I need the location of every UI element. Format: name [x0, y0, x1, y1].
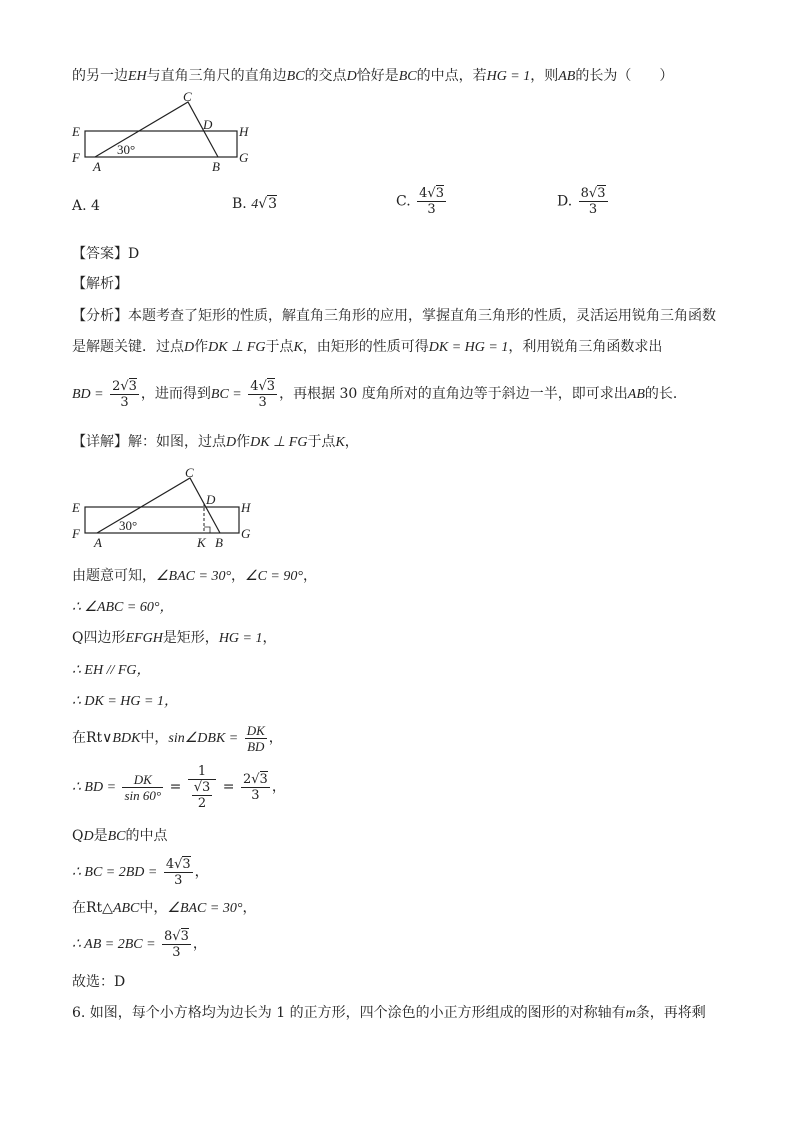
radicand: 3: [259, 771, 268, 787]
coefficient: 2: [112, 378, 121, 394]
denominator: 2: [197, 795, 207, 811]
point-d: D: [346, 69, 357, 84]
answer-label: 【答案】: [72, 246, 128, 262]
option-d[interactable]: [557, 186, 610, 217]
answer-value: D: [128, 246, 140, 262]
segment-bc: BC: [107, 829, 126, 844]
detail-line: [72, 432, 359, 453]
fraction: $\frac{4√3}{3}$: [419, 186, 444, 217]
equation: ∠BAC = 30°: [167, 901, 243, 916]
text: Q: [72, 828, 84, 844]
text: ，: [271, 779, 286, 795]
variable-m: m: [625, 1006, 636, 1021]
text: 中，: [140, 730, 169, 746]
label-c: C: [183, 90, 192, 104]
text: ，再根据 30 度角所对的直角边等于斜边一半，即可求出: [279, 386, 628, 402]
segment-bc: BC: [398, 69, 417, 84]
text: ，进而得到: [140, 386, 211, 402]
denominator: 3: [120, 394, 129, 410]
label-k: K: [197, 535, 206, 550]
sqrt: √3: [258, 196, 278, 212]
equation: sin∠DBK =: [168, 731, 239, 746]
text: 恰好是: [356, 68, 399, 84]
text: 于点: [307, 434, 336, 450]
radicand: 3: [182, 856, 191, 872]
label-g: G: [239, 150, 249, 165]
angle-label: 30°: [117, 142, 136, 157]
text: ，: [192, 936, 207, 952]
perpendicular: DK ⊥ FG: [250, 435, 308, 450]
text: 的另一边: [72, 68, 128, 84]
option-letter: A.: [72, 198, 87, 214]
step-11: [72, 926, 207, 963]
coefficient: 4: [165, 856, 175, 872]
numerator: DK: [246, 722, 265, 738]
fraction: $\frac{4√3}{3}$: [250, 378, 276, 410]
fraction: $\frac{2√3}{3}$: [112, 378, 137, 410]
radicand: 3: [268, 196, 278, 212]
fraction: $\frac{4√3}{3}$: [165, 856, 191, 888]
option-b[interactable]: [232, 196, 277, 213]
segment-eh: EH: [128, 69, 147, 84]
step-12: 故选：D: [72, 974, 126, 990]
text: ，: [344, 434, 359, 450]
text: 是: [93, 828, 108, 844]
angle-label: 30°: [119, 518, 138, 533]
segment-ab: AB: [627, 387, 645, 402]
step-9: [72, 854, 209, 891]
denominator: 3: [588, 202, 598, 217]
radicand: 3: [128, 378, 137, 394]
step-10: [72, 898, 256, 919]
equation: ∴ BD =: [72, 780, 117, 795]
label-e: E: [72, 124, 80, 139]
numerator: 1: [188, 764, 217, 780]
point-k: K: [293, 340, 303, 355]
denominator: 3: [427, 202, 436, 217]
denominator: sin 60°: [124, 787, 162, 803]
answer-line: [72, 244, 139, 264]
fraction: $\frac{8√3}{3}$: [164, 928, 189, 960]
text: 在Rt△: [72, 900, 113, 916]
figure-1: [66, 90, 266, 176]
label-g: G: [241, 526, 251, 541]
label-f: F: [72, 526, 80, 541]
radicand: 3: [266, 378, 276, 394]
equation: ∴ BC = 2BD =: [72, 865, 158, 880]
text: 的长为（ ）: [575, 68, 674, 84]
text: ，: [302, 568, 317, 584]
label-a: A: [94, 535, 102, 550]
analysis-header: 【解析】: [72, 276, 128, 292]
text: ，由矩形的性质可得: [302, 339, 429, 355]
step-5: [72, 691, 178, 712]
label-c: C: [185, 465, 194, 480]
step-2: [72, 597, 173, 618]
fraction: $\frac{2√3}{3}$: [242, 771, 268, 803]
text: 的中点: [125, 828, 168, 844]
option-a[interactable]: [72, 198, 100, 214]
denominator: 3: [258, 394, 267, 410]
text: 于点: [265, 339, 294, 355]
label-f: F: [72, 150, 80, 165]
option-letter: B.: [232, 196, 247, 212]
denominator: 3: [172, 944, 181, 960]
equation: HG = 1: [218, 631, 263, 646]
label-e: E: [72, 500, 80, 515]
equation: HG = 1: [486, 69, 531, 84]
fraction: $\frac{√3}{2}$: [193, 779, 211, 811]
segment-ab: AB: [558, 69, 576, 84]
radicand: 3: [435, 186, 444, 201]
fraction: [245, 723, 267, 754]
text: 作: [236, 434, 251, 450]
step-6: [72, 720, 283, 757]
numerator: DK: [122, 772, 163, 788]
analysis-line-2: [72, 337, 662, 358]
text: ，: [268, 730, 283, 746]
coefficient: 4: [250, 378, 259, 394]
text: ，: [194, 864, 209, 880]
point-d: D: [226, 435, 237, 450]
option-letter: D.: [557, 193, 573, 210]
triangle-abc: ABC: [112, 901, 140, 916]
label-d: D: [203, 117, 213, 132]
triangle-bdk: BDK: [112, 731, 141, 746]
text: ，: [242, 900, 257, 916]
text: ，则: [530, 68, 559, 84]
step-1: [72, 566, 317, 587]
text: Q四边形: [72, 630, 126, 646]
label-a: A: [93, 159, 101, 174]
fraction: [122, 772, 163, 803]
step-7: [72, 762, 286, 813]
segment-bc: BC: [286, 69, 305, 84]
coefficient: 8: [164, 928, 173, 944]
text: 【详解】解：如图，过点: [72, 434, 226, 450]
equation: DK = HG = 1: [428, 340, 509, 355]
label-h: H: [241, 500, 251, 515]
point-d: D: [184, 340, 195, 355]
text: 在Rt∨: [72, 730, 113, 746]
coefficient: 4: [251, 197, 259, 212]
option-value: 4: [91, 198, 100, 214]
step-3: [72, 628, 276, 649]
point-d: D: [83, 829, 94, 844]
radicand: 3: [597, 186, 606, 201]
text: =: [222, 779, 235, 795]
equation: ∴ EH // FG，: [72, 663, 151, 678]
text: 由题意可知，: [72, 568, 156, 584]
figure-2: [66, 462, 266, 552]
text: 是矩形，: [162, 630, 219, 646]
text: ，: [231, 568, 246, 584]
equation: ∴ AB = 2BC =: [72, 937, 156, 952]
equation: ∴ DK = HG = 1，: [72, 694, 178, 709]
equation: ∠BAC = 30°: [156, 569, 232, 584]
label-b: B: [215, 535, 223, 550]
label-h: H: [239, 124, 249, 139]
coefficient: 8: [580, 186, 589, 201]
step-4: [72, 660, 151, 681]
text: 中，: [139, 900, 168, 916]
text: 作: [194, 339, 209, 355]
quad-efgh: EFGH: [125, 631, 163, 646]
radicand: 3: [180, 928, 189, 944]
bc-eq: BC =: [210, 387, 242, 402]
label-b: B: [212, 159, 220, 174]
question-6: [72, 1003, 706, 1024]
perpendicular: DK ⊥ FG: [208, 340, 266, 355]
denominator: 3: [174, 872, 183, 888]
option-letter: C.: [396, 193, 411, 210]
fraction: $\frac{8√3}{3}$: [580, 186, 606, 217]
fraction: [188, 764, 217, 811]
text: ，利用锐角三角函数求出: [508, 339, 663, 355]
equation: ∴ ∠ABC = 60°，: [72, 600, 174, 615]
denominator: BD: [247, 738, 265, 754]
analysis-line-3: [72, 374, 687, 415]
option-c[interactable]: [396, 186, 448, 217]
question-line: [72, 66, 673, 87]
text: 的中点，若: [416, 68, 487, 84]
text: 条，再将剩: [635, 1005, 706, 1021]
text: 是解题关键．过点: [72, 339, 184, 355]
text: ，: [262, 630, 277, 646]
text: =: [169, 779, 182, 795]
denominator: 3: [251, 787, 260, 803]
text: 的交点: [304, 68, 347, 84]
equation: ∠C = 90°: [245, 569, 303, 584]
radicand: 3: [202, 779, 211, 795]
text: 的长．: [644, 386, 687, 402]
label-d: D: [206, 492, 216, 507]
text: 6. 如图，每个小方格均为边长为 1 的正方形，四个涂色的小正方形组成的图形的对称轴有: [72, 1005, 626, 1021]
coefficient: 2: [242, 771, 252, 787]
bd-eq: BD =: [72, 387, 104, 402]
step-8: [72, 826, 168, 847]
point-k: K: [335, 435, 345, 450]
coefficient: 4: [419, 186, 428, 201]
analysis-line-1: 【分析】本题考查了矩形的性质，解直角三角形的应用，掌握直角三角形的性质，灵活运用锐角三角函数: [72, 308, 716, 324]
text: 与直角三角尺的直角边: [146, 68, 287, 84]
